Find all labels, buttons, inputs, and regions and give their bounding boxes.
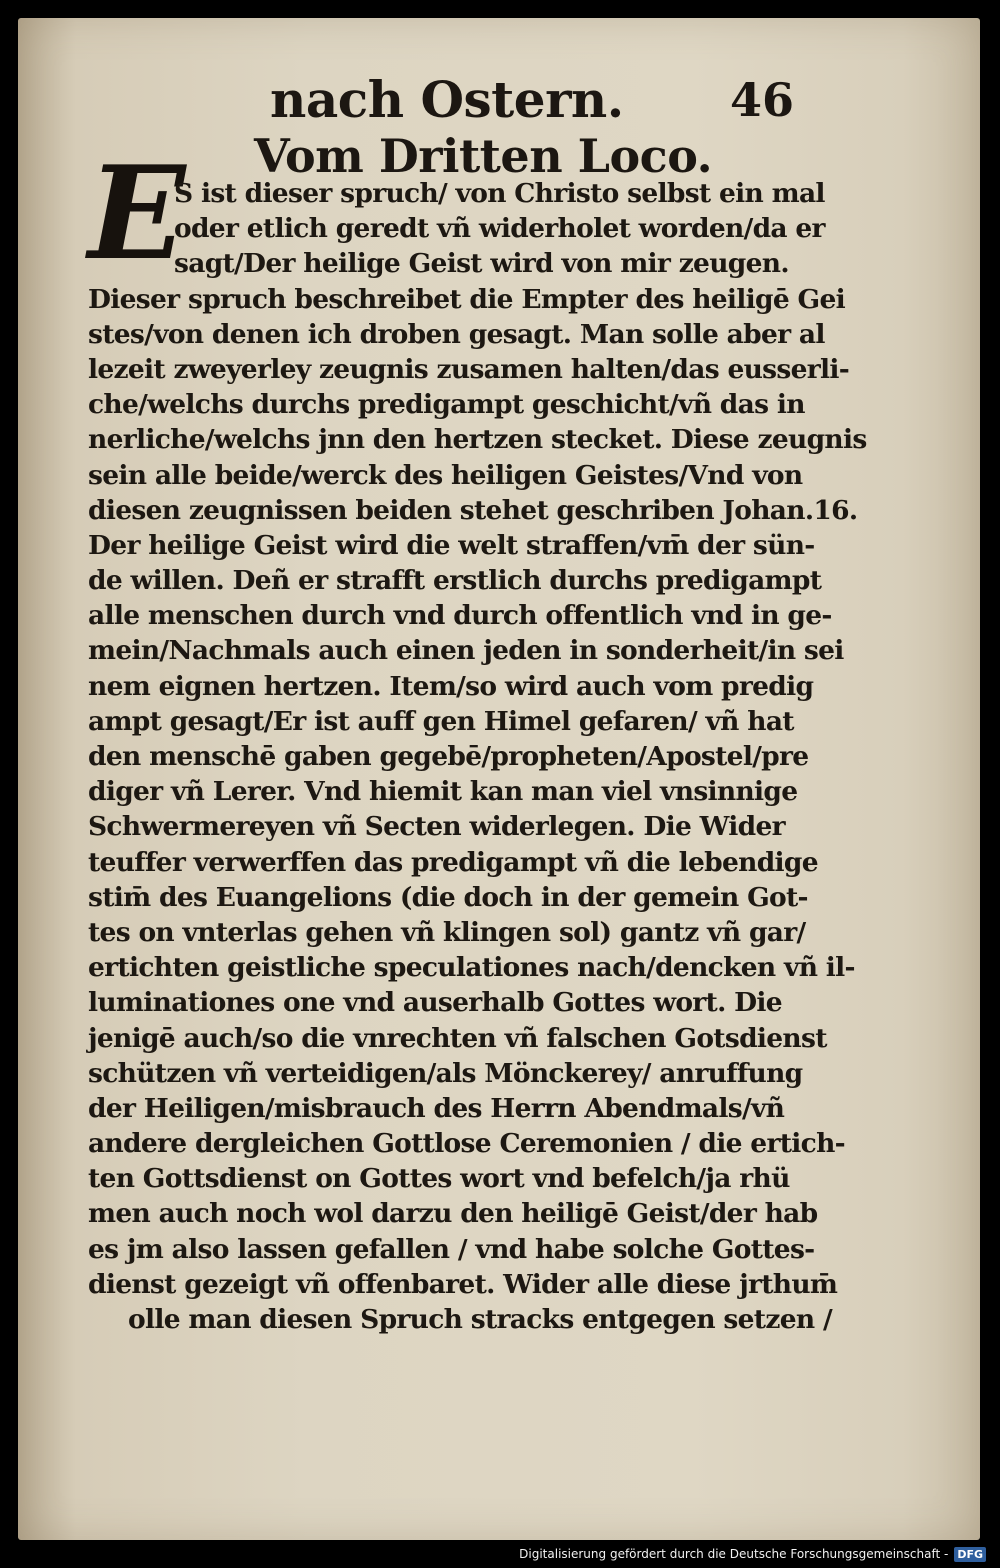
text-line: schützen vñ verteidigen/als Mönckerey/ anruffung	[88, 1057, 803, 1089]
running-head: nach Ostern.	[270, 70, 624, 129]
text-line: diesen zeugnissen beiden stehet geschriben Johan.16.	[88, 494, 858, 526]
text-line: ampt gesagt/Er ist auff gen Himel gefaren/ vñ hat	[88, 705, 794, 737]
text-line: lezeit zweyerley zeugnis zusamen halten/das eusserli-	[88, 353, 850, 385]
text-line: Schwermereyen vñ Secten widerlegen. Die Wider	[88, 811, 785, 843]
digitization-footer	[519, 1543, 986, 1565]
text-line: mein/Nachmals auch einen jeden in sonderheit/in sei	[88, 635, 844, 667]
text-line: diger vñ Lerer. Vnd hiemit kan man viel vnsinnige	[88, 776, 798, 808]
dfg-logo-icon: DFG	[954, 1547, 986, 1562]
text-line: jenigē auch/so die vnrechten vñ falschen Gotsdienst	[88, 1022, 827, 1054]
body-text	[88, 176, 867, 1337]
text-line: teuffer verwerffen das predigampt vñ die lebendige	[88, 846, 818, 878]
text-line: der Heiligen/misbrauch des Herrn Abendmals/vñ	[88, 1092, 785, 1124]
page-number: 46	[730, 73, 795, 127]
text-line: Dieser spruch beschreibet die Empter des heiligē Gei	[88, 283, 846, 315]
text-line: men auch noch wol darzu den heiligē Geist/der hab	[88, 1198, 818, 1230]
book-page	[18, 18, 980, 1540]
section-title: Vom Dritten Loco.	[254, 129, 713, 183]
text-line: che/welchs durchs predigampt geschicht/vñ das in	[88, 389, 805, 421]
text-line: sagt/Der heilige Geist wird von mir zeugen.	[174, 248, 789, 280]
text-line: S ist dieser spruch/ von Christo selbst ein mal	[174, 178, 825, 209]
page-header	[18, 70, 980, 130]
text-line: de willen. Deñ er strafft erstlich durchs predigampt	[88, 565, 822, 597]
text-line: oder etlich geredt vñ widerholet worden/da er	[174, 213, 825, 245]
text-line: tes on vnterlas gehen vñ klingen sol) gantz vñ gar/	[88, 916, 806, 948]
text-line: Der heilige Geist wird die welt straffen/vm̄ der sün-	[88, 529, 815, 561]
text-line: nem eignen hertzen. Item/so wird auch vom predig	[88, 670, 814, 702]
text-line: es jm also lassen gefallen / vnd habe solche Gottes-	[88, 1233, 815, 1265]
text-line: olle man diesen Spruch stracks entgegen setzen /	[128, 1304, 832, 1335]
decorated-initial: E	[88, 139, 186, 289]
text-line: nerliche/welchs jnn den hertzen stecket. Diese zeugnis	[88, 424, 867, 456]
text-line: ten Gottsdienst on Gottes wort vnd befelch/ja rhü	[88, 1163, 790, 1195]
funding-credit: Digitalisierung gefördert durch die Deutsche Forschungsgemeinschaft -	[519, 1547, 949, 1561]
text-line: luminationes one vnd auserhalb Gottes wort. Die	[88, 987, 782, 1019]
text-line: alle menschen durch vnd durch offentlich vnd in ge-	[88, 600, 832, 632]
text-line: den menschē gaben gegebē/propheten/Apostel/pre	[88, 741, 809, 772]
text-line: stes/von denen ich droben gesagt. Man solle aber al	[88, 318, 825, 350]
text-line: sein alle beide/werck des heiligen Geistes/Vnd von	[88, 459, 803, 491]
text-line: andere dergleichen Gottlose Ceremonien / die ertich-	[88, 1128, 845, 1160]
text-line: ertichten geistliche speculationes nach/dencken vñ il-	[88, 952, 855, 984]
text-line: dienst gezeigt vñ offenbaret. Wider alle diese jrthum̄	[88, 1268, 838, 1300]
text-line: stim̄ des Euangelions (die doch in der gemein Got-	[88, 881, 808, 913]
